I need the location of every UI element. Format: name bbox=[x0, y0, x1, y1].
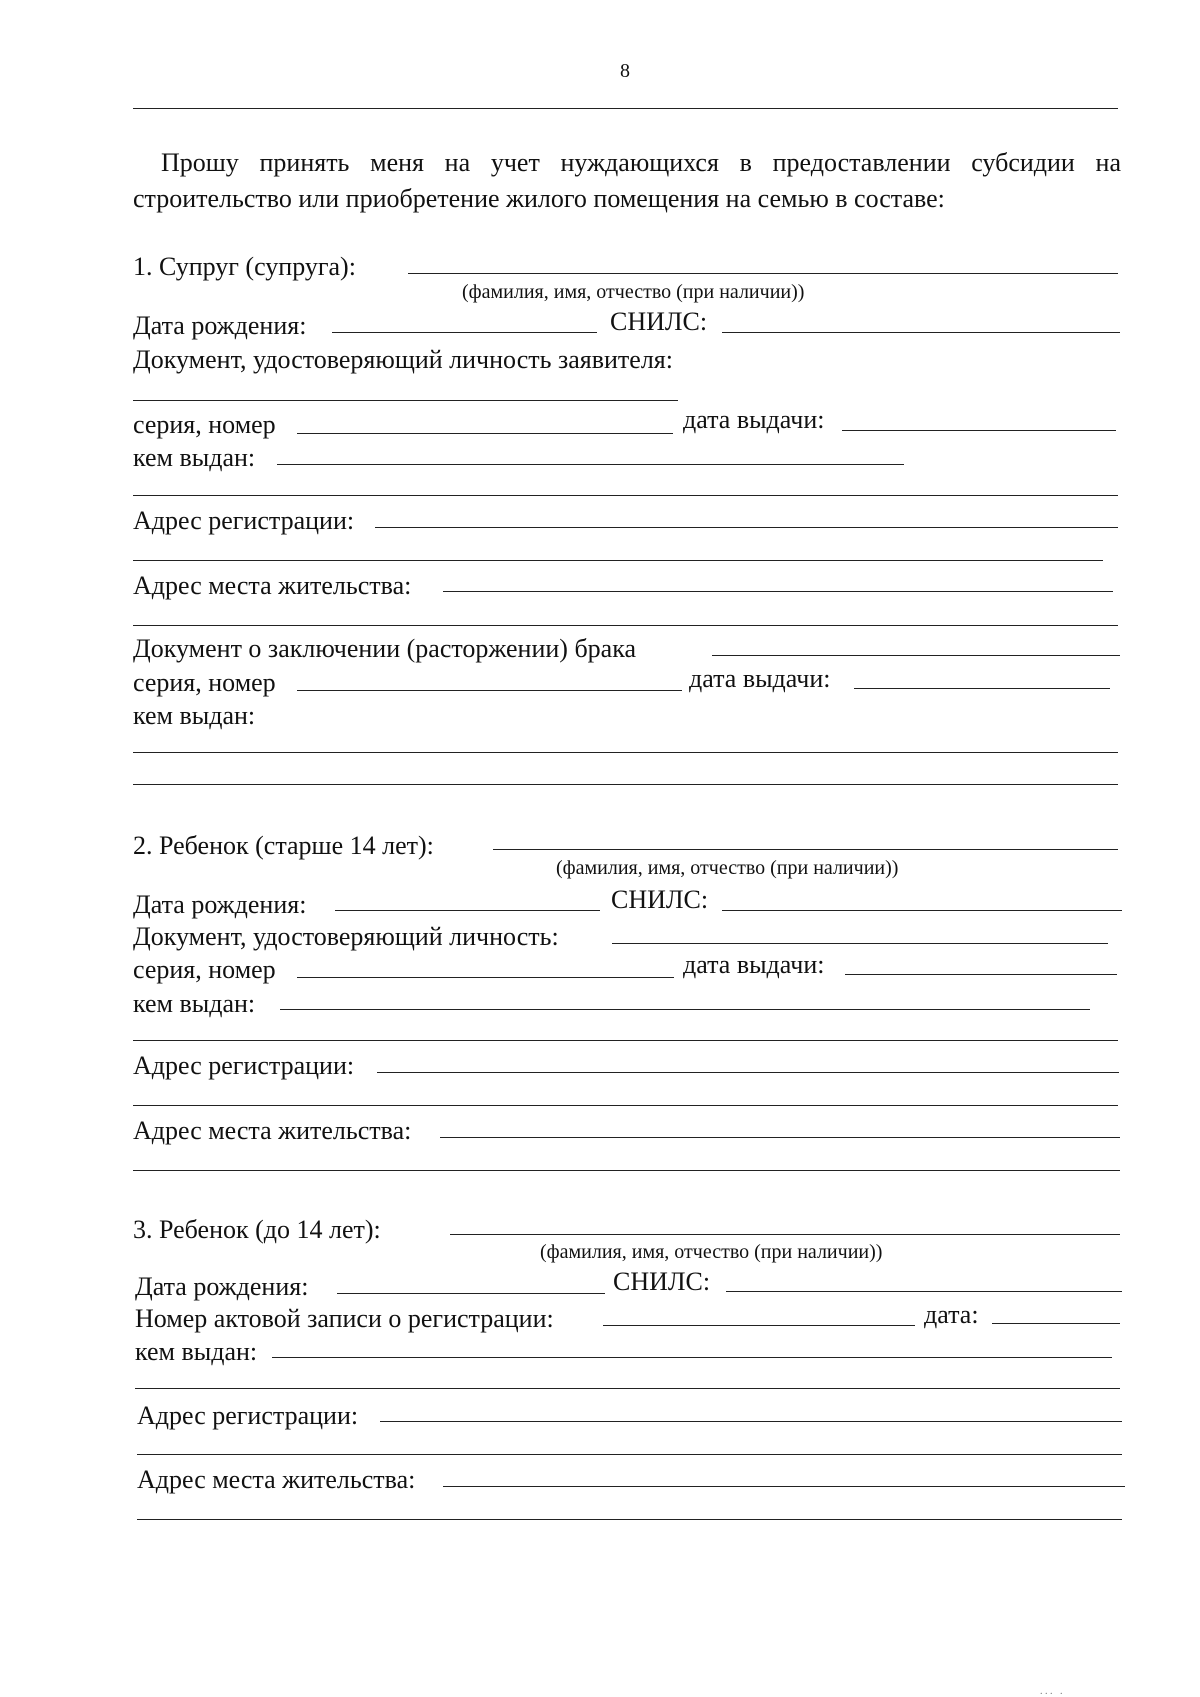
section2-issued-by-field-2[interactable] bbox=[133, 1040, 1118, 1041]
section1-issued-by2-label: кем выдан: bbox=[133, 701, 256, 730]
section2-res-field-2[interactable] bbox=[133, 1170, 1120, 1171]
section2-reg-field-2[interactable] bbox=[133, 1105, 1118, 1106]
section2-title: 2. Ребенок (старше 14 лет): bbox=[133, 831, 434, 860]
section3-issued-by-field[interactable] bbox=[272, 1357, 1112, 1358]
section1-marriage-field[interactable] bbox=[712, 655, 1120, 656]
intro-paragraph: Прошу принять меня на учет нуждающихся в предоставлении субсидии на строительство или приобретение жилого помещения на семью в составе: bbox=[133, 148, 1121, 213]
section3-res-field-2[interactable] bbox=[137, 1519, 1122, 1520]
section3-reg-field[interactable] bbox=[380, 1421, 1122, 1422]
section3-dob-field[interactable] bbox=[337, 1293, 605, 1294]
section1-reg-field[interactable] bbox=[375, 527, 1118, 528]
section3-name-field[interactable] bbox=[450, 1234, 1120, 1235]
section1-series2-field[interactable] bbox=[297, 690, 682, 691]
section1-doc-field[interactable] bbox=[133, 400, 678, 401]
section3-dob-label: Дата рождения: bbox=[135, 1272, 309, 1301]
section1-issue-date2-label: дата выдачи: bbox=[689, 664, 831, 693]
section3-record-field[interactable] bbox=[603, 1325, 915, 1326]
section2-snils-label: СНИЛС: bbox=[611, 885, 709, 914]
section1-issued-by2-field-2[interactable] bbox=[133, 784, 1118, 785]
section2-series-field[interactable] bbox=[297, 977, 674, 978]
section1-name-hint: (фамилия, имя, отчество (при наличии)) bbox=[462, 281, 805, 303]
section3-snils-label: СНИЛС: bbox=[613, 1267, 711, 1296]
section1-issued-by-field-2[interactable] bbox=[133, 495, 1118, 496]
section1-name-field[interactable] bbox=[408, 273, 1118, 274]
section2-dob-label: Дата рождения: bbox=[133, 890, 307, 919]
section3-reg-field-2[interactable] bbox=[137, 1454, 1122, 1455]
section2-doc-field[interactable] bbox=[612, 943, 1108, 944]
section2-issued-by-field[interactable] bbox=[280, 1009, 1090, 1010]
section2-reg-field[interactable] bbox=[377, 1072, 1119, 1073]
section1-dob-label: Дата рождения: bbox=[133, 311, 307, 340]
section3-reg-label: Адрес регистрации: bbox=[137, 1401, 359, 1430]
section2-name-field[interactable] bbox=[493, 849, 1118, 850]
section3-record-label: Номер актовой записи о регистрации: bbox=[135, 1304, 554, 1333]
section3-snils-field[interactable] bbox=[726, 1291, 1122, 1292]
section2-issue-date-label: дата выдачи: bbox=[683, 950, 825, 979]
section1-issue-date-field[interactable] bbox=[842, 430, 1116, 431]
section1-issued-by-label: кем выдан: bbox=[133, 443, 256, 472]
header-rule bbox=[133, 108, 1118, 109]
section3-issued-by-field-2[interactable] bbox=[135, 1388, 1120, 1389]
section2-issued-by-label: кем выдан: bbox=[133, 989, 256, 1018]
section1-series-label: серия, номер bbox=[133, 410, 276, 439]
section1-series2-label: серия, номер bbox=[133, 668, 276, 697]
section3-date-label: дата: bbox=[924, 1300, 979, 1329]
section1-snils-field[interactable] bbox=[722, 332, 1120, 333]
section1-issued-by2-field[interactable] bbox=[133, 752, 1118, 753]
section1-reg-label: Адрес регистрации: bbox=[133, 506, 355, 535]
section2-name-hint: (фамилия, имя, отчество (при наличии)) bbox=[556, 857, 899, 879]
section3-res-field[interactable] bbox=[443, 1486, 1125, 1487]
section1-issued-by-field[interactable] bbox=[277, 464, 904, 465]
section1-marriage-label: Документ о заключении (расторжении) брака bbox=[133, 634, 637, 663]
section2-res-field[interactable] bbox=[440, 1137, 1120, 1138]
section2-snils-field[interactable] bbox=[722, 910, 1122, 911]
section3-title: 3. Ребенок (до 14 лет): bbox=[133, 1215, 381, 1244]
section3-res-label: Адрес места жительства: bbox=[137, 1465, 416, 1494]
section2-reg-label: Адрес регистрации: bbox=[133, 1051, 355, 1080]
section1-snils-label: СНИЛС: bbox=[610, 307, 708, 336]
section1-dob-field[interactable] bbox=[332, 332, 597, 333]
section1-res-field[interactable] bbox=[443, 591, 1113, 592]
section3-date-field[interactable] bbox=[992, 1323, 1120, 1324]
section1-reg-field-2[interactable] bbox=[133, 560, 1103, 561]
scan-artifact: . . . . bbox=[1040, 1686, 1063, 1697]
section2-issue-date-field[interactable] bbox=[845, 974, 1117, 975]
page-number: 8 bbox=[620, 60, 630, 82]
section1-series-field[interactable] bbox=[297, 433, 673, 434]
section1-res-field-2[interactable] bbox=[133, 625, 1118, 626]
section2-doc-label: Документ, удостоверяющий личность: bbox=[133, 922, 559, 951]
section3-issued-by-label: кем выдан: bbox=[135, 1337, 258, 1366]
section1-issue-date2-field[interactable] bbox=[854, 688, 1110, 689]
section1-doc-label: Документ, удостоверяющий личность заявителя: bbox=[133, 345, 673, 374]
section3-name-hint: (фамилия, имя, отчество (при наличии)) bbox=[540, 1241, 883, 1263]
section1-issue-date-label: дата выдачи: bbox=[683, 405, 825, 434]
section2-series-label: серия, номер bbox=[133, 955, 276, 984]
section1-title: 1. Супруг (супруга): bbox=[133, 252, 356, 281]
section1-res-label: Адрес места жительства: bbox=[133, 571, 412, 600]
section2-res-label: Адрес места жительства: bbox=[133, 1116, 412, 1145]
section2-dob-field[interactable] bbox=[335, 910, 600, 911]
